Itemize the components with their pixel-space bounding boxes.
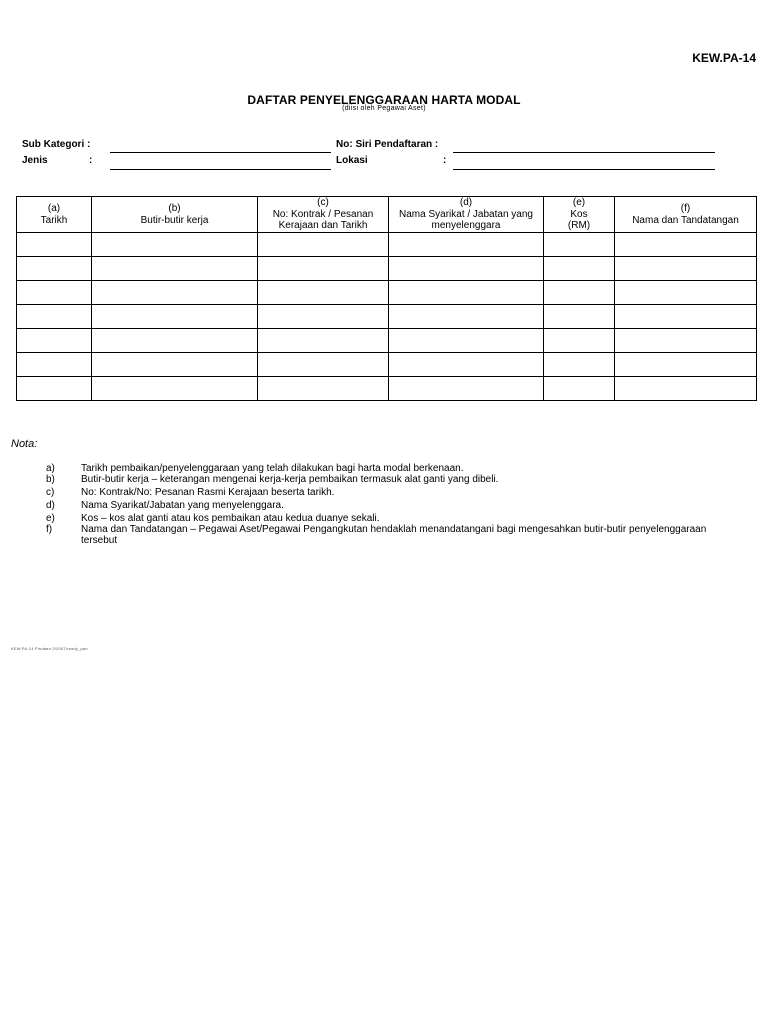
no-siri-field[interactable]	[453, 152, 715, 153]
table-row	[17, 329, 757, 353]
table-cell[interactable]	[615, 281, 757, 305]
table-cell[interactable]	[258, 281, 389, 305]
table-cell[interactable]	[17, 329, 92, 353]
header-nama-syarikat: (d) Nama Syarikat / Jabatan yang menyelenggara	[389, 197, 544, 233]
table-cell[interactable]	[92, 377, 258, 401]
jenis-colon: :	[89, 155, 93, 166]
table-cell[interactable]	[544, 329, 615, 353]
lokasi-colon: :	[443, 155, 447, 166]
note-letter: f)	[46, 524, 53, 535]
header-no-kontrak: (c) No: Kontrak / Pesanan Kerajaan dan Tarikh	[258, 197, 389, 233]
note-text: Nama dan Tandatangan – Pegawai Aset/Pegawai Pengangkutan hendaklah menandatangani bagi mengesahkan butir-butir penyelenggaraan tersebut	[81, 524, 707, 546]
sub-kategori-field[interactable]	[110, 152, 331, 153]
table-cell[interactable]	[389, 353, 544, 377]
table-cell[interactable]	[389, 233, 544, 257]
note-letter: d)	[46, 500, 55, 511]
table-cell[interactable]	[258, 377, 389, 401]
table-cell[interactable]	[17, 353, 92, 377]
table-row	[17, 233, 757, 257]
table-cell[interactable]	[389, 281, 544, 305]
page-subtitle: (diisi oleh Pegawai Aset)	[342, 105, 426, 112]
jenis-field[interactable]	[110, 169, 331, 170]
table-cell[interactable]	[389, 377, 544, 401]
table-cell[interactable]	[258, 233, 389, 257]
table-cell[interactable]	[389, 257, 544, 281]
table-cell[interactable]	[92, 233, 258, 257]
no-siri-label: No: Siri Pendaftaran :	[336, 139, 439, 150]
table-cell[interactable]	[544, 281, 615, 305]
table-cell[interactable]	[544, 377, 615, 401]
table-cell[interactable]	[544, 305, 615, 329]
note-text: Butir-butir kerja – keterangan mengenai kerja-kerja pembaikan termasuk alat ganti yang dibeli.	[81, 474, 499, 485]
note-text: Tarikh pembaikan/penyelenggaraan yang telah dilakukan bagi harta modal berkenaan.	[81, 463, 464, 474]
table-cell[interactable]	[92, 329, 258, 353]
table-cell[interactable]	[258, 305, 389, 329]
table-cell[interactable]	[92, 305, 258, 329]
note-letter: b)	[46, 474, 55, 485]
table-cell[interactable]	[92, 257, 258, 281]
maintenance-table	[16, 196, 757, 401]
table-cell[interactable]	[615, 257, 757, 281]
page-title: DAFTAR PENYELENGGARAAN HARTA MODAL	[247, 93, 521, 107]
form-code: KEW.PA-14	[692, 51, 756, 65]
footer-reference: KEW.PA-14 Pindaan 2/2007/ready_pan	[11, 646, 88, 651]
table-cell[interactable]	[615, 233, 757, 257]
table-cell[interactable]	[258, 353, 389, 377]
note-text: Nama Syarikat/Jabatan yang menyelenggara.	[81, 500, 284, 511]
table-cell[interactable]	[544, 233, 615, 257]
table-row	[17, 257, 757, 281]
table-cell[interactable]	[544, 257, 615, 281]
table-cell[interactable]	[389, 305, 544, 329]
table-row	[17, 281, 757, 305]
jenis-label: Jenis	[22, 155, 48, 166]
table-cell[interactable]	[258, 329, 389, 353]
sub-kategori-label: Sub Kategori :	[22, 139, 91, 150]
header-butir-kerja: (b) Butir-butir kerja	[92, 197, 258, 233]
table-cell[interactable]	[544, 353, 615, 377]
table-cell[interactable]	[258, 257, 389, 281]
header-tarikh: (a) Tarikh	[17, 197, 92, 233]
table-cell[interactable]	[615, 329, 757, 353]
table-cell[interactable]	[92, 353, 258, 377]
note-text: No: Kontrak/No: Pesanan Rasmi Kerajaan beserta tarikh.	[81, 487, 335, 498]
table-cell[interactable]	[615, 305, 757, 329]
table-cell[interactable]	[615, 353, 757, 377]
table-cell[interactable]	[92, 281, 258, 305]
table-header-row	[17, 197, 757, 233]
lokasi-field[interactable]	[453, 169, 715, 170]
table-cell[interactable]	[17, 305, 92, 329]
lokasi-label: Lokasi	[336, 155, 368, 166]
table-cell[interactable]	[17, 377, 92, 401]
table-cell[interactable]	[17, 233, 92, 257]
header-nama-tandatangan: (f) Nama dan Tandatangan	[615, 197, 757, 233]
table-row	[17, 305, 757, 329]
note-text: Kos – kos alat ganti atau kos pembaikan atau kedua duanye sekali.	[81, 513, 380, 524]
nota-heading: Nota:	[11, 438, 38, 450]
table-row	[17, 353, 757, 377]
table-cell[interactable]	[17, 257, 92, 281]
table-row	[17, 377, 757, 401]
note-letter: e)	[46, 513, 55, 524]
table-cell[interactable]	[389, 329, 544, 353]
table-cell[interactable]	[17, 281, 92, 305]
table-cell[interactable]	[615, 377, 757, 401]
note-letter: c)	[46, 487, 55, 498]
header-kos: (e) Kos (RM)	[544, 197, 615, 233]
note-letter: a)	[46, 463, 55, 474]
